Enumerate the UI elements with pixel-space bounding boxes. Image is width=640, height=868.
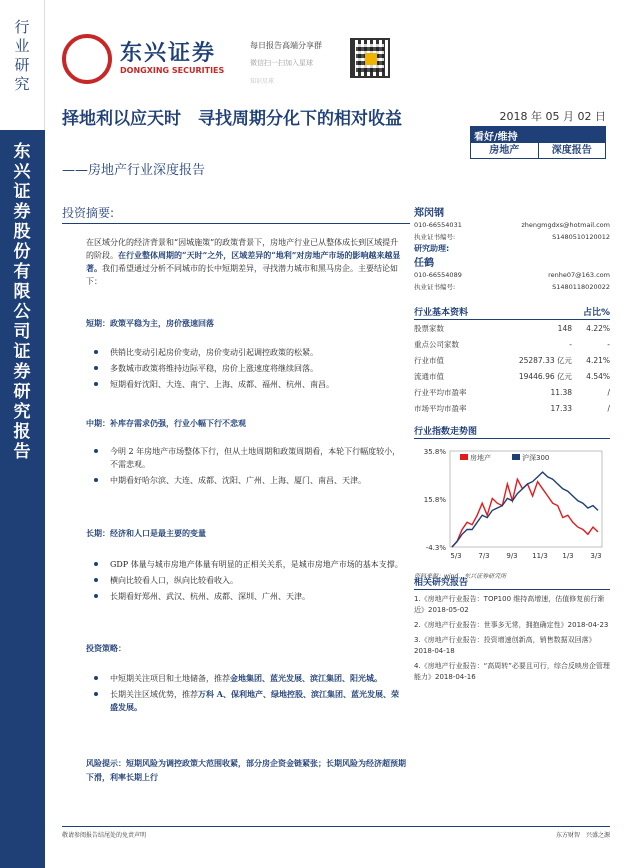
- category-band: [0, 0, 45, 130]
- company-band: [0, 130, 45, 868]
- disclaimer-note: 敬请参阅报告结尾处的免责声明: [62, 832, 147, 839]
- related-link[interactable]: 1.《房地产行业报告：TOP100 维持高增速，估值修复前行渐近》2018-05-02: [414, 595, 605, 614]
- mid-term-list: [110, 445, 406, 490]
- assistant-label: 研究助理:: [414, 244, 450, 253]
- risk-warning: 风险提示：短期风险为调控政策大范围收紧，部分房企资金链紧张；长期风险为经济超预期下滑，利率长期上行: [86, 758, 406, 782]
- assistant-cert: 执业证书编号: S1480118020022: [414, 283, 610, 291]
- industry-data: [414, 305, 610, 416]
- promo-badge: 知识星球: [250, 78, 275, 85]
- intro-suffix: 我们希望通过分析不同城市的长中短期差异，寻找潜力城市和黑马房企。主要结论如下：: [86, 264, 398, 286]
- x-tick-label: 7/3: [478, 552, 490, 560]
- list-item: 横向比较看人口，纵向比较看收入。: [110, 574, 406, 587]
- x-tick-label: 1/3: [562, 552, 574, 560]
- legend-swatch: [512, 454, 520, 460]
- related-link[interactable]: 3.《房地产行业报告：投资增速创新高，销售数据双回落》2018-04-18: [414, 636, 596, 655]
- promo-title: 每日报告高端分享群: [250, 41, 322, 50]
- report-meta: [470, 108, 606, 159]
- series-line-1: [452, 472, 598, 547]
- table-row: 重点公司家数 - -: [414, 339, 610, 349]
- footer-slogan: 东方财智 兴盛之源: [555, 832, 610, 839]
- long-term-list: [110, 558, 406, 606]
- related-heading: 相关研究报告: [414, 575, 610, 590]
- analyst-contact: 010-66554031 zhengmgdxs@hotmail.com: [414, 221, 610, 229]
- analyst-name: 郑闵钢: [414, 208, 444, 219]
- industry-data-heading: 行业基本资料 占比%: [414, 305, 610, 320]
- y-tick-label: 35.8%: [423, 448, 446, 456]
- plot-frame: [450, 451, 602, 547]
- report-subtitle: ——房地产行业深度报告: [62, 163, 206, 178]
- promo-subtitle: 微信扫一扫加入星球: [250, 59, 313, 67]
- related-list: [414, 594, 610, 683]
- tag-type: 深度报告: [551, 145, 592, 156]
- left-band: [0, 0, 45, 868]
- intro-bold: 在行业整体周期的“天时”之外，区域差异的“地利”对房地产市场的影响越来越显著。: [86, 250, 401, 273]
- x-tick-label: 5/3: [450, 552, 462, 560]
- list-item: 长期看好郑州、武汉、杭州、成都、深圳、广州、天津。: [110, 590, 406, 603]
- chart-source: 资料来源：wind，东兴证券研究所: [414, 573, 507, 580]
- industry-data-table: [414, 320, 610, 416]
- assistant-name: 任鹤: [414, 258, 434, 269]
- long-term-heading: 长期：经济和人口是最主要的变量: [86, 528, 206, 538]
- report-date: 2018 年 05 月 02 日: [499, 110, 606, 123]
- list-item: GDP 体量与城市房地产体量有明显的正相关关系，是城市房地产市场的基本支撑。: [110, 558, 406, 571]
- y-tick-label: 15.8%: [423, 495, 446, 504]
- table-row: 行业市值 25287.33 亿元 4.21%: [414, 355, 610, 365]
- analyst-block: [414, 204, 610, 293]
- report-title: 择地利以应天时 寻找周期分化下的相对收益: [62, 109, 402, 129]
- strategy-heading: 投资策略：: [86, 643, 126, 653]
- list-item: 长期关注区域优势，推荐万科 A、保利地产、绿地控股、滨江集团、蓝光发展、荣盛发展。: [110, 688, 406, 714]
- list-item: 短期看好沈阳、大连、南宁、上海、成都、福州、杭州、南昌。: [110, 378, 406, 391]
- related-link[interactable]: 2.《房地产行业报告：世事多无常，拥抱确定性》2018-04-23: [414, 621, 609, 629]
- index-chart-block: [414, 424, 610, 580]
- x-tick-label: 11/3: [532, 552, 548, 560]
- related-link[interactable]: 4.《房地产行业报告：“高周转”必要且可行，综合反映房企管理能力》2018-04-16: [414, 662, 610, 681]
- short-term-list: [110, 346, 406, 394]
- strategy-list: [110, 672, 406, 717]
- abstract-heading: 投资摘要:: [62, 204, 410, 224]
- qr-code-icon[interactable]: [350, 38, 390, 78]
- list-item: 今明 2 年房地产市场整体下行，但从土地周期和政策周期看，本轮下行幅度较小，不需悲观。: [110, 445, 406, 471]
- brand-name-cn: 东兴证券: [120, 41, 217, 66]
- index-chart: [414, 439, 610, 567]
- series-line-0: [452, 479, 598, 547]
- legend-label: 房地产: [470, 454, 491, 462]
- related-reports: [414, 575, 610, 683]
- short-term-heading: 短期：政策平稳为主，房价涨速回落: [86, 318, 214, 328]
- analyst-email[interactable]: zhengmgdxs@hotmail.com: [521, 221, 610, 229]
- list-item: 多数城市政策将维持边际平稳，房价上涨速度将继续回落。: [110, 362, 406, 375]
- table-row: 行业平均市盈率 11.38 /: [414, 387, 610, 397]
- assistant-contact: 010-66554089 renhe07@163.com: [414, 271, 610, 279]
- intro-prefix: 在区域分化的经济背景和“因城施策”的政策背景下，房地产行业已从整体成长到区域提升的阶段。: [86, 238, 399, 260]
- legend-swatch: [460, 454, 468, 460]
- brand-logo: [62, 34, 242, 84]
- legend-label: 沪深300: [522, 454, 550, 462]
- page-footer: [62, 826, 610, 839]
- tag-industry: 房地产: [471, 143, 539, 158]
- logo-emblem-icon: [62, 34, 112, 84]
- company-label: 东兴证券股份有限公司证券研究报告: [13, 142, 31, 462]
- y-tick-label: -4.3%: [425, 544, 446, 552]
- category-label: 行业研究: [14, 18, 30, 93]
- analyst-cert: 执业证书编号: S1480510120012: [414, 233, 610, 241]
- mid-term-heading: 中期：补库存需求仍强，行业小幅下行不悲观: [86, 418, 246, 428]
- x-tick-label: 9/3: [506, 552, 518, 560]
- table-row: 流通市值 19446.96 亿元 4.54%: [414, 371, 610, 381]
- chart-title: 行业指数走势图: [414, 424, 610, 439]
- table-row: 股票家数 148 4.22%: [414, 323, 610, 333]
- list-item: 供销比变动引起房价变动，房价变动引起调控政策的松紧。: [110, 346, 406, 359]
- list-item: 中期看好哈尔滨、大连、成都、沈阳、广州、上海、厦门、南昌、天津。: [110, 474, 406, 487]
- assistant-email[interactable]: renhe07@163.com: [548, 271, 610, 279]
- x-tick-label: 3/3: [590, 552, 602, 560]
- abstract-intro: [86, 236, 406, 288]
- table-row: 市场平均市盈率 17.33 /: [414, 403, 610, 413]
- report-tags: [470, 142, 606, 159]
- rating-badge: 看好/维持: [470, 126, 606, 142]
- list-item: 中短期关注项目和土地储备，推荐金地集团、蓝光发展、滨江集团、阳光城。: [110, 672, 406, 685]
- brand-name-en: DONGXING SECURITIES: [120, 66, 225, 75]
